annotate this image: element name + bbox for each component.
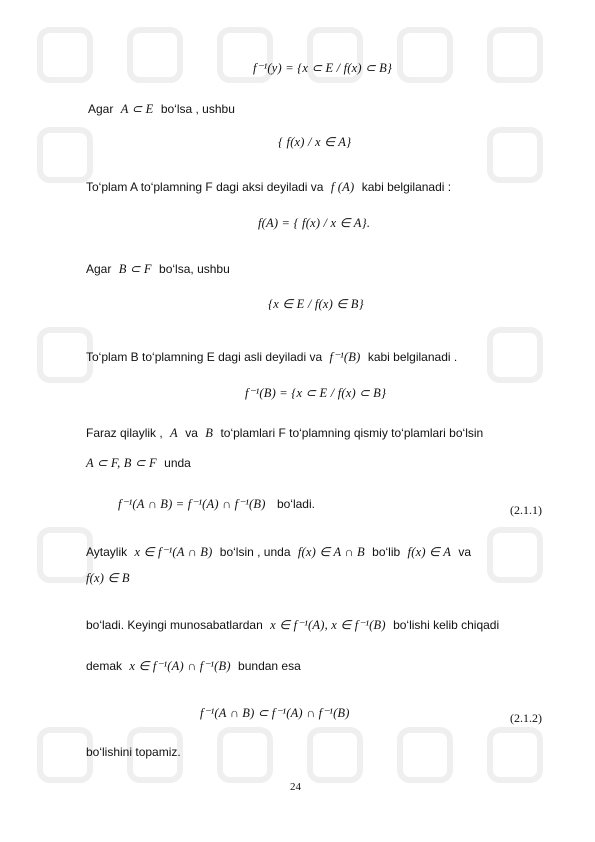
- paragraph-preimage-definition: [86, 349, 457, 365]
- text-image-def-pre: To‘plam A to‘plamning F dagi aksi deyiladi va: [86, 180, 324, 194]
- text-faraz: Faraz qilaylik ,: [86, 426, 163, 440]
- paragraph-image-definition: [86, 180, 451, 195]
- paragraph-subsets-unda: [86, 455, 191, 471]
- text-keyingi: bo‘ladi. Keyingi munosabatlardan: [86, 618, 263, 632]
- text-bolsin-unda: bo‘lsin , unda: [219, 545, 291, 559]
- text-topamiz: bo‘lishini topamiz.: [86, 745, 181, 759]
- paragraph-aytaylik: [86, 544, 471, 560]
- text-preimage-def-pre: To‘plam B to‘plamning E dagi asli deyiladi va: [86, 350, 323, 364]
- equation-number-2-1-1: (2.1.1): [510, 503, 542, 517]
- equation-preimage-set: {x ∈ E / f(x) ∈ B}: [268, 297, 364, 311]
- math-b: B: [205, 426, 214, 440]
- text-agar-b: Agar: [86, 262, 112, 276]
- text-bundan-esa: bundan esa: [238, 659, 301, 673]
- equation-f-of-a-body: f(A) = { f(x) / x ∈ A}: [258, 216, 367, 230]
- math-b-subset-f: B ⊂ F: [118, 262, 152, 276]
- equation-image-set: { f(x) / x ∈ A}: [278, 135, 352, 149]
- text-demak: demak: [86, 659, 123, 673]
- text-agar: Agar: [88, 102, 114, 116]
- page-number: 24: [290, 781, 301, 793]
- math-f-inverse-b: f⁻¹(B): [329, 350, 361, 364]
- equation-f-of-a: [258, 215, 370, 231]
- paragraph-keyingi: [86, 617, 499, 633]
- text-va: va: [185, 426, 198, 440]
- math-x-in-preimage-a-cap-b: x ∈ f⁻¹(A) ∩ f⁻¹(B): [129, 659, 231, 673]
- math-f-of-a: f (A): [330, 180, 355, 194]
- math-fx-in-intersection: f(x) ∈ A ∩ B: [297, 545, 365, 559]
- text-faraz-rest: to‘plamlari F to‘plamning qismiy to‘plamlari bo‘lsin: [220, 426, 484, 440]
- equation-f-inverse-b: f⁻¹(B) = {x ⊂ E / f(x) ⊂ B}: [245, 386, 387, 400]
- paragraph-agar-b: [86, 261, 230, 277]
- text-preimage-def-post: kabi belgilanadi .: [367, 350, 458, 364]
- equation-2-1-1: f⁻¹(A ∩ B) = f⁻¹(A) ∩ f⁻¹(B): [118, 497, 266, 511]
- paragraph-demak: [86, 658, 301, 674]
- math-a-subset-e: A ⊂ E: [120, 102, 154, 116]
- math-a: A: [170, 426, 178, 440]
- math-x-in-preimages: x ∈ f⁻¹(A), x ∈ f⁻¹(B): [270, 618, 386, 632]
- equation-f-of-a-dot: .: [366, 216, 371, 230]
- equation-2-1-2: f⁻¹(A ∩ B) ⊂ f⁻¹(A) ∩ f⁻¹(B): [200, 706, 350, 720]
- math-x-in-preimage-intersection: x ∈ f⁻¹(A ∩ B): [134, 545, 213, 559]
- equation-preimage-y: f⁻¹(y) = {x ⊂ E / f(x) ⊂ B}: [253, 61, 393, 75]
- text-va-2: va: [458, 545, 472, 559]
- text-image-def-post: kabi belgilanadi :: [361, 180, 452, 194]
- paragraph-faraz: [86, 426, 483, 441]
- text-bolsa-ushbu-b: bo‘lsa, ushbu: [159, 262, 230, 276]
- text-bolsa-ushbu: bo‘lsa , ushbu: [160, 102, 235, 116]
- math-a-b-subsets: A ⊂ F, B ⊂ F: [86, 456, 157, 470]
- equation-number-2-1-2: (2.1.2): [510, 711, 542, 725]
- text-unda: unda: [164, 456, 191, 470]
- equation-2-1-1-row: [118, 496, 315, 512]
- text-boladi: bo‘ladi.: [276, 497, 315, 511]
- text-aytaylik: Aytaylik: [86, 545, 128, 559]
- math-fx-in-b: f(x) ∈ B: [86, 571, 130, 585]
- paragraph-agar-a: [88, 101, 235, 117]
- text-bolib: bo‘lib: [372, 545, 401, 559]
- math-fx-in-a: f(x) ∈ A: [407, 545, 452, 559]
- text-kelib-chiqadi: bo‘lishi kelib chiqadi: [393, 618, 500, 632]
